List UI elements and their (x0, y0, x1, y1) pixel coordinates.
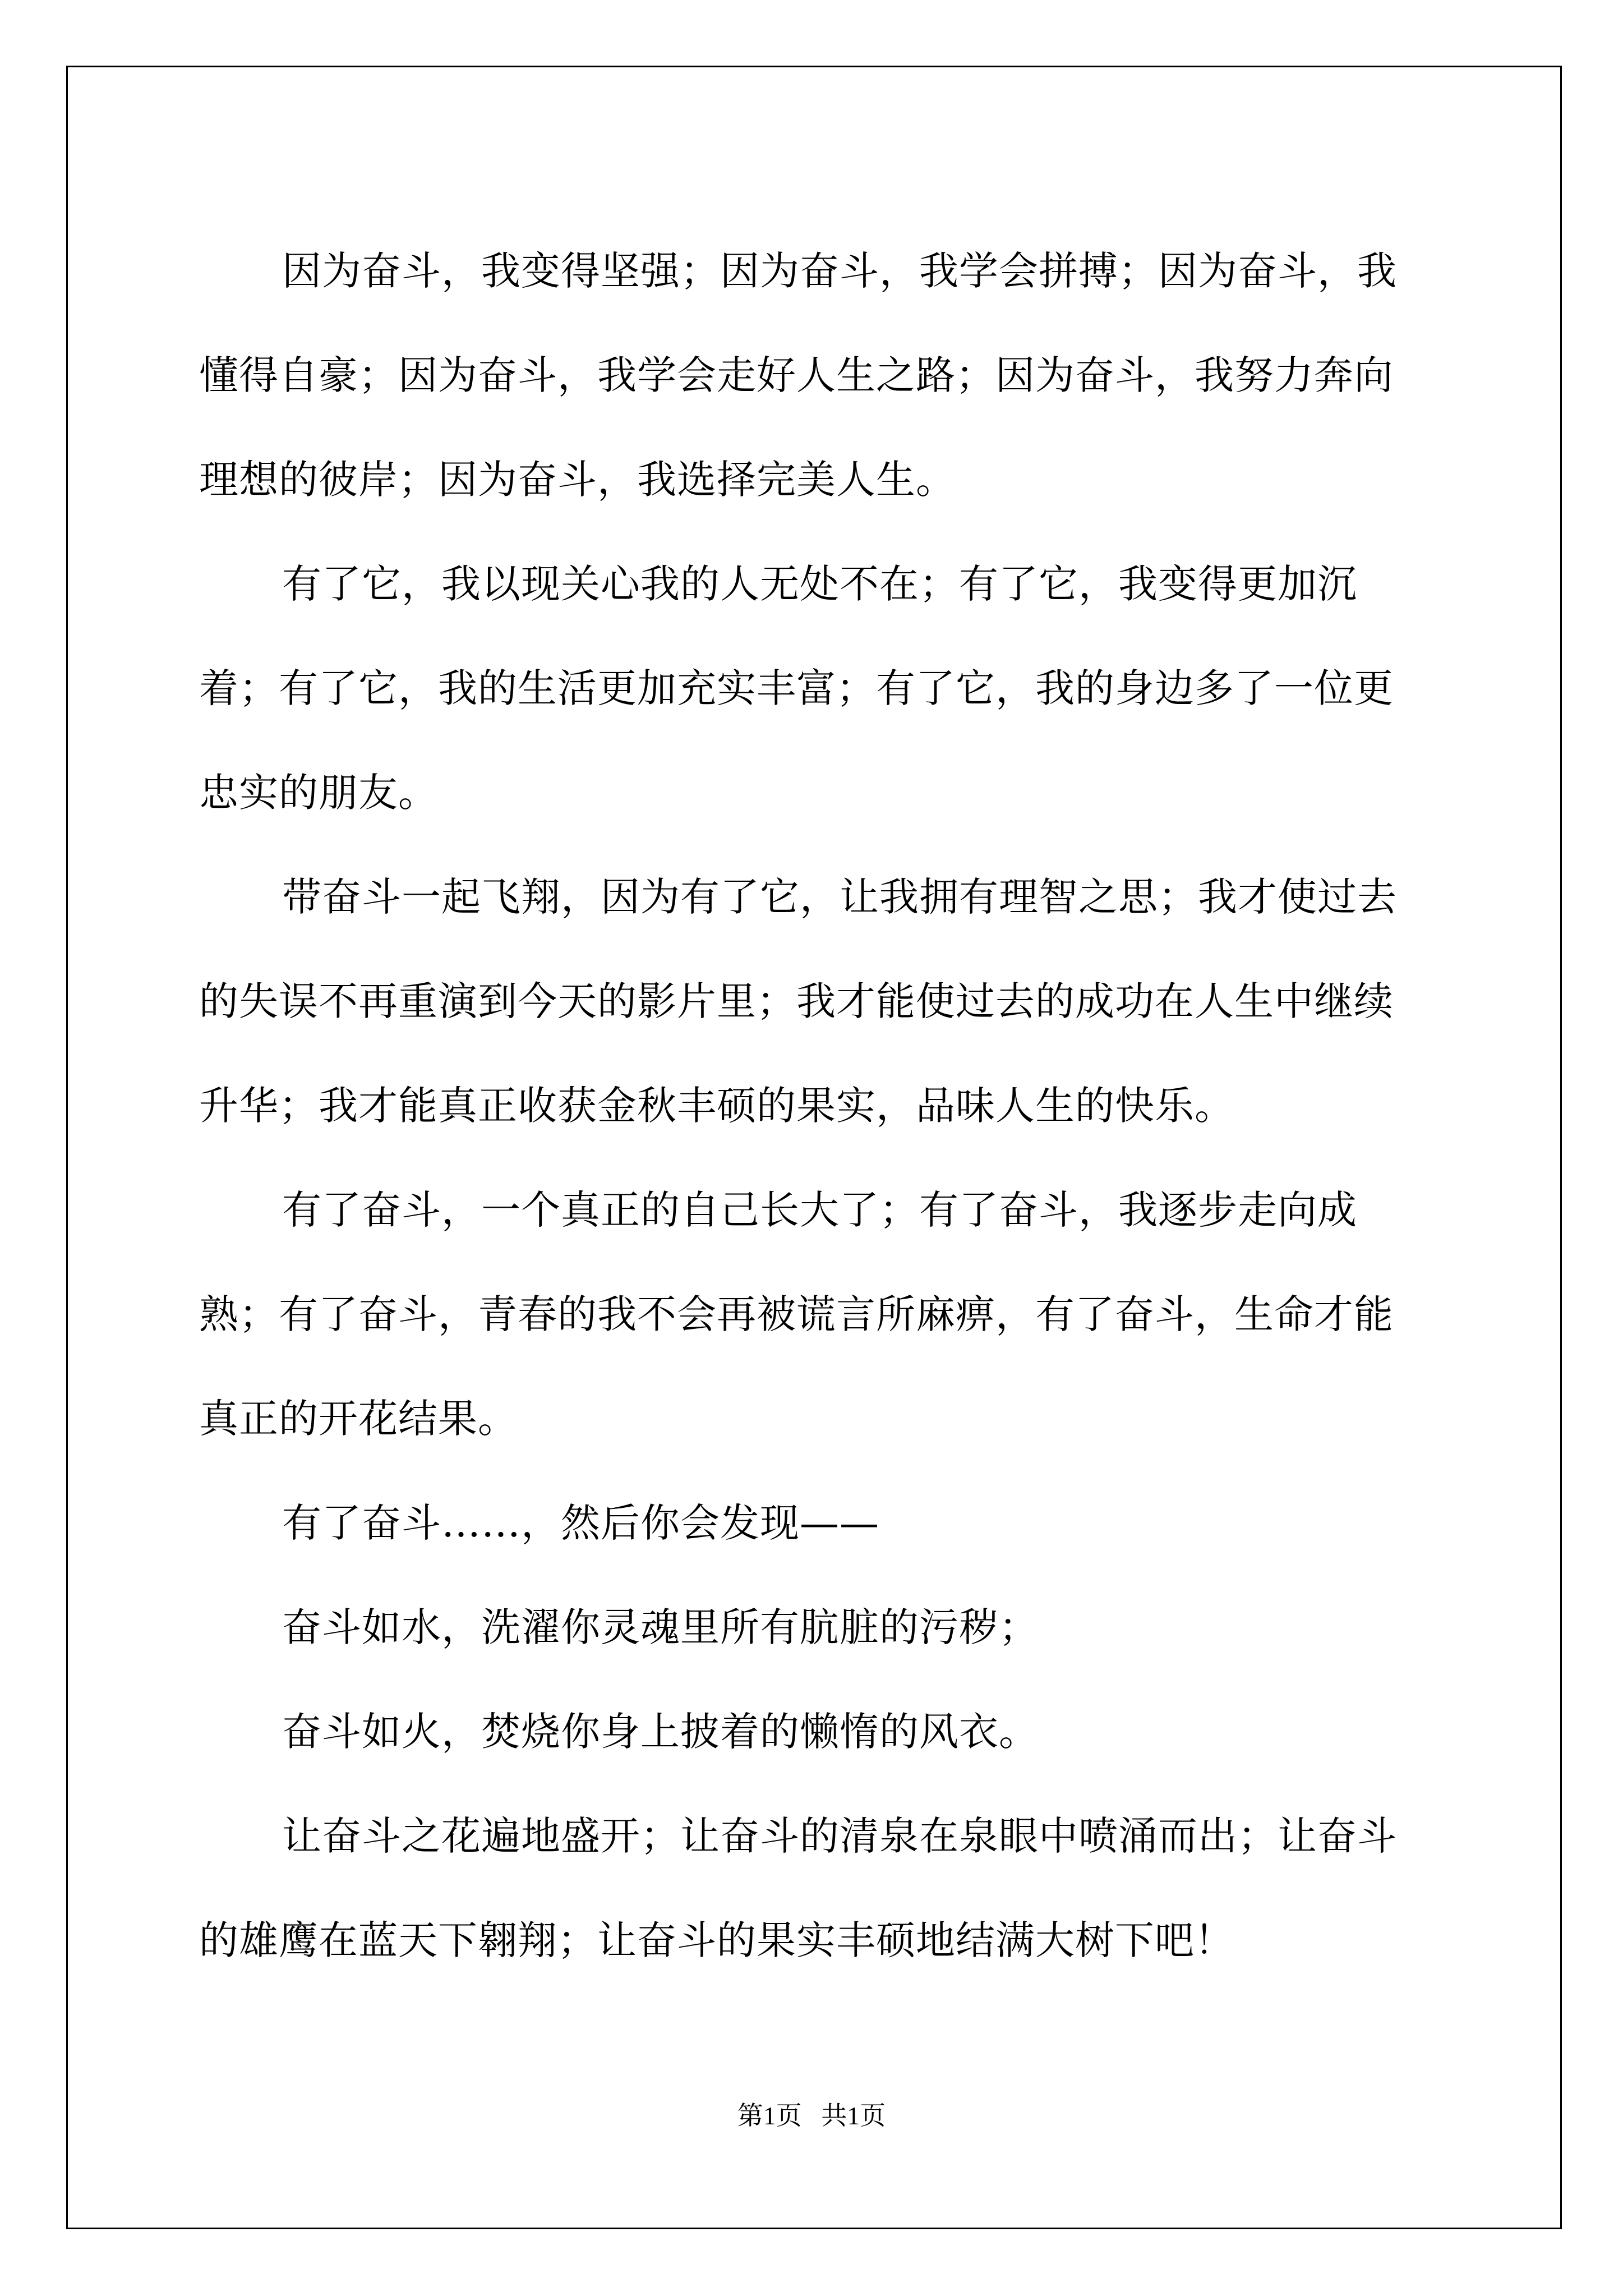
paragraph: 因为奋斗，我变得坚强；因为奋斗，我学会拼搏；因为奋斗，我懂得自豪；因为奋斗，我学会走好人生之路；因为奋斗，我努力奔向理想的彼岸；因为奋斗，我选择完美人生。 (199, 248, 1397, 503)
paragraph: 有了它，我以现关心我的人无处不在；有了它，我变得更加沉着；有了它，我的生活更加充实丰富；有了它，我的身边多了一位更忠实的朋友。 (199, 561, 1394, 816)
paragraph: 带奋斗一起飞翔，因为有了它，让我拥有理智之思；我才使过去的失误不再重演到今天的影片里；我才能使过去的成功在人生中继续升华；我才能真正收获金秋丰硕的果实，品味人生的快乐。 (199, 874, 1397, 1129)
paragraph: 让奋斗之花遍地盛开；让奋斗的清泉在泉眼中喷涌而出；让奋斗的雄鹰在蓝天下翱翔；让奋斗的果实丰硕地结满大树下吧！ (199, 1813, 1397, 1963)
document-body (199, 219, 1433, 1993)
paragraph: 奋斗如水，洗濯你灵魂里所有肮脏的污秽； (282, 1604, 1039, 1650)
paragraph: 有了奋斗……，然后你会发现—— (282, 1500, 879, 1546)
paragraph: 奋斗如火，焚烧你身上披着的懒惰的风衣。 (282, 1709, 1039, 1755)
page-number-label: 第1页 共1页 (737, 2101, 886, 2130)
page-footer (0, 2099, 1623, 2133)
paragraph: 有了奋斗，一个真正的自己长大了；有了奋斗，我逐步走向成熟；有了奋斗，青春的我不会再被谎言所麻痹，有了奋斗，生命才能真正的开花结果。 (199, 1187, 1394, 1442)
